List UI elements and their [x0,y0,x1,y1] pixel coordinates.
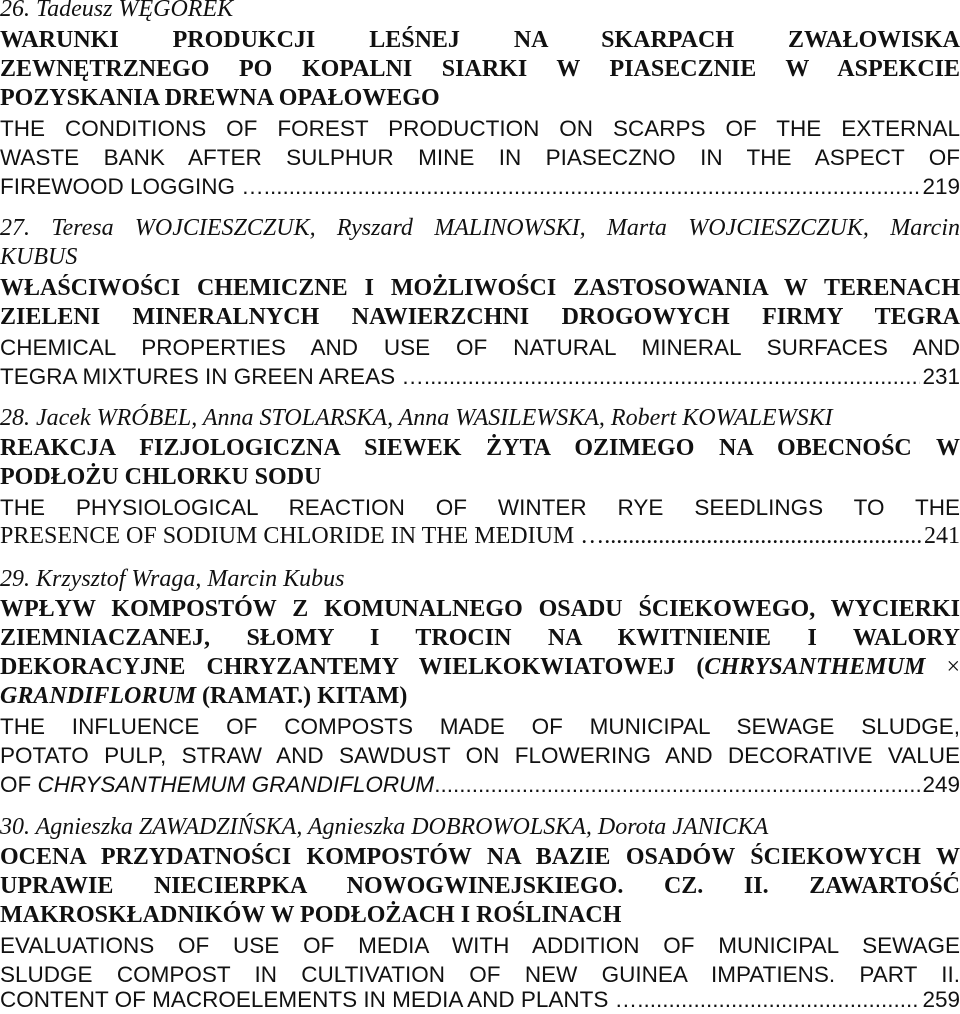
entry-29-authors: 29. Krzysztof Wraga, Marcin Kubus [0,566,345,592]
entry-26-page-number: 219 [922,174,960,199]
entry-29-page-number: 249 [922,772,960,797]
entry-30-english-title-line-3: CONTENT OF MACROELEMENTS IN MEDIA AND PLANTS … [0,987,638,1012]
dot-leader [434,770,920,799]
dot-leader [424,362,921,391]
entry-29-english-title-line-1: THE INFLUENCE OF COMPOSTS MADE OF MUNICIPAL SEWAGE SLUDGE, [0,714,960,739]
entry-27-authors-line-2: KUBUS [0,244,78,270]
entry-28-english-title-line-1: THE PHYSIOLOGICAL REACTION OF WINTER RYE SEEDLINGS TO THE [0,495,960,520]
entry-28-polish-title-line-1: REAKCJA FIZJOLOGICZNA SIEWEK ŻYTA OZIMEGO NA OBECNOŚC W [0,435,960,461]
entry-29-polish-title-line-3 [0,653,960,682]
entry-27-page-number: 231 [922,364,960,389]
entry-26-english-title-line-2: WASTE BANK AFTER SULPHUR MINE IN PIASECZNO IN THE ASPECT OF [0,145,960,170]
entry-28-page-number: 241 [924,523,960,549]
entry-29-english-title-last-line [0,770,960,799]
entry-27-polish-title-line-1: WŁAŚCIWOŚCI CHEMICZNE I MOŻLIWOŚCI ZASTOSOWANIA W TERENACH [0,275,960,301]
entry-26-polish-title-line-1: WARUNKI PRODUKCJI LEŚNEJ NA SKARPACH ZWAŁOWISKA [0,27,960,53]
entry-29-of: OF [0,772,38,797]
entry-30-polish-title-line-2: UPRAWIE NIECIERPKA NOWOGWINEJSKIEGO. CZ. II. ZAWARTOŚĆ [0,873,960,899]
entry-26-polish-title-line-3: POZYSKANIA DREWNA OPAŁOWEGO [0,85,440,111]
entry-29-english-title-line-3 [0,770,434,799]
entry-28-english-title-line-2: PRESENCE OF SODIUM CHLORIDE IN THE MEDIUM … [0,523,605,549]
entry-30-polish-title-line-3: MAKROSKŁADNIKÓW W PODŁOŻACH I ROŚLINACH [0,902,622,928]
entry-30-authors: 30. Agnieszka ZAWADZIŃSKA, Agnieszka DOBROWOLSKA, Dorota JANICKA [0,814,769,840]
entry-26-english-title-line-3: FIREWOOD LOGGING … [0,174,264,199]
entry-29-polish-title-line-1: WPŁYW KOMPOSTÓW Z KOMUNALNEGO OSADU ŚCIEKOWEGO, WYCIERKI [0,596,960,622]
entry-30-page-number: 259 [922,987,960,1012]
entry-26-english-title-line-1: THE CONDITIONS OF FOREST PRODUCTION ON SCARPS OF THE EXTERNAL [0,116,960,141]
entry-29-english-title-line-2: POTATO PULP, STRAW AND SAWDUST ON FLOWERING AND DECORATIVE VALUE [0,743,960,768]
entry-28-authors: 28. Jacek WRÓBEL, Anna STOLARSKA, Anna WASILEWSKA, Robert KOWALEWSKI [0,405,833,431]
entry-30-polish-title-line-1: OCENA PRZYDATNOŚCI KOMPOSTÓW NA BAZIE OSADÓW ŚCIEKOWYCH W [0,844,960,870]
dot-leader [637,985,920,1014]
entry-27-english-title-line-1: CHEMICAL PROPERTIES AND USE OF NATURAL MINERAL SURFACES AND [0,335,960,360]
entry-29-species-epithet: GRANDIFLORUM [0,683,197,709]
entry-30-english-title-line-1: EVALUATIONS OF USE OF MEDIA WITH ADDITION OF MUNICIPAL SEWAGE [0,933,960,958]
entry-30-english-title-line-2: SLUDGE COMPOST IN CULTIVATION OF NEW GUINEA IMPATIENS. PART II. [0,962,960,987]
entry-26-polish-title-line-2: ZEWNĘTRZNEGO PO KOPALNI SIARKI W PIASECZNIE W ASPEKCIE [0,56,960,82]
entry-30-english-title-last-line [0,985,960,1014]
entry-27-authors: 27. Teresa WOJCIESZCZUK, Ryszard MALINOWSKI, Marta WOJCIESZCZUK, Marcin [0,215,960,241]
entry-27-polish-title-line-2: ZIELENI MINERALNYCH NAWIERZCHNI DROGOWYCH FIRMY TEGRA [0,304,960,330]
entry-29-species-name: CHRYSANTHEMUM [704,654,926,680]
dot-leader [264,172,921,201]
entry-28-polish-title-line-2: PODŁOŻU CHLORKU SODU [0,464,322,490]
entry-29-polish-title-line-3a: DEKORACYJNE CHRYZANTEMY WIELKOKWIATOWEJ ( [0,654,705,680]
dot-leader [604,522,922,551]
entry-27-english-title-last-line [0,362,960,391]
entry-29-polish-title-line-4 [0,682,960,711]
entry-26-authors: 26. Tadeusz WĘGOREK [0,0,234,22]
entry-29-polish-title-line-2: ZIEMNIACZANEJ, SŁOMY I TROCIN NA KWITNIENIE I WALORY [0,625,960,651]
entry-28-english-title-last-line [0,522,960,551]
entry-27-english-title-line-2: TEGRA MIXTURES IN GREEN AREAS … [0,364,424,389]
multiplication-sign: × [946,654,960,680]
entry-26-english-title-last-line [0,172,960,201]
entry-29-cultivar: (RAMAT.) KITAM) [196,683,408,709]
entry-29-english-species: CHRYSANTHEMUM GRANDIFLORUM [37,772,435,797]
